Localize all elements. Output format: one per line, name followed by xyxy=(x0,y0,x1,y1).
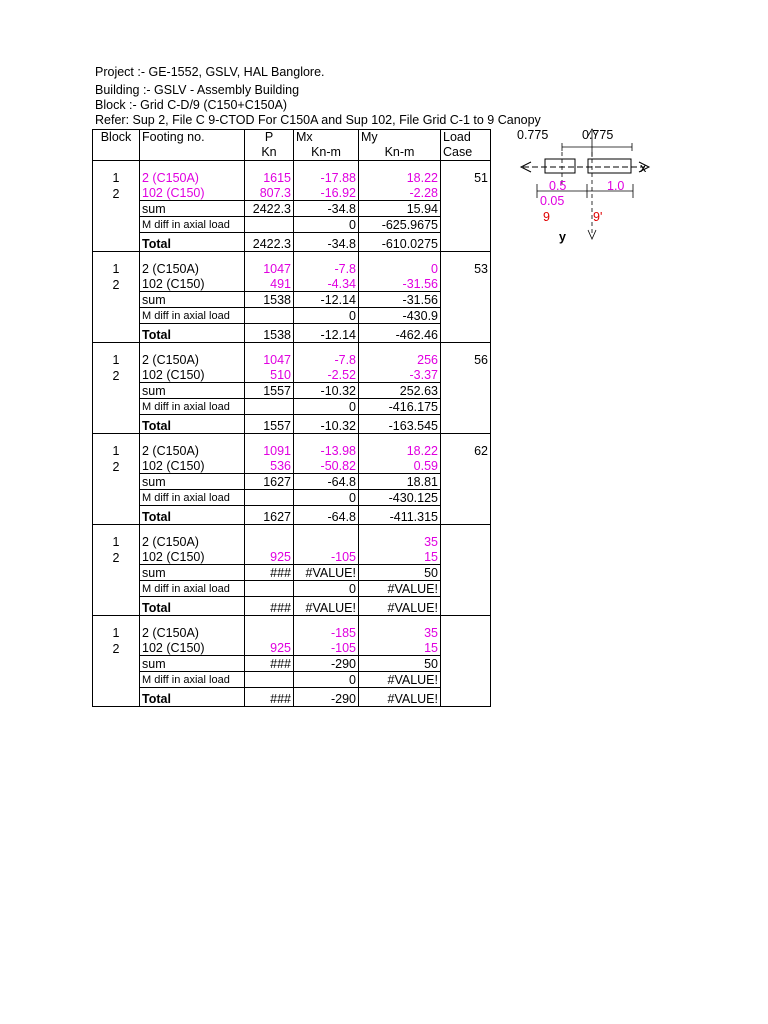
grid-left-label: 9 xyxy=(543,210,550,224)
footing-cell: 102 (C150) xyxy=(140,549,245,565)
p-cell: 1047 xyxy=(245,261,294,276)
group-spacer xyxy=(93,525,491,535)
case-cell xyxy=(441,549,491,565)
total-p: 1627 xyxy=(245,506,294,525)
p-cell: 1091 xyxy=(245,443,294,458)
case-cell xyxy=(441,201,491,217)
block-cell: 1 xyxy=(93,261,140,276)
mx-cell: -105 xyxy=(294,549,359,565)
mdiff-mx: 0 xyxy=(294,672,359,688)
mdiff-p xyxy=(245,672,294,688)
mdiff-row xyxy=(93,399,491,415)
block-cell xyxy=(93,656,140,672)
case-cell xyxy=(441,415,491,434)
project-line: Project :- GE-1552, GSLV, HAL Banglore. xyxy=(95,65,325,79)
header-row-2 xyxy=(93,145,491,161)
col-header-mx: Mx xyxy=(294,130,359,146)
mx-cell: -17.88 xyxy=(294,170,359,185)
mx-cell: -7.8 xyxy=(294,352,359,367)
case-cell xyxy=(441,383,491,399)
case-cell xyxy=(441,276,491,292)
my-cell: 15 xyxy=(359,549,441,565)
table-row xyxy=(93,640,491,656)
total-p: 1557 xyxy=(245,415,294,434)
mx-cell: -13.98 xyxy=(294,443,359,458)
grid-right-label: 9' xyxy=(593,210,603,224)
mx-cell: -16.92 xyxy=(294,185,359,201)
block-cell: 1 xyxy=(93,534,140,549)
spacer-cell xyxy=(245,525,294,535)
col-header-mx-unit: Kn-m xyxy=(294,145,359,161)
spacer-cell xyxy=(359,161,441,171)
table-row xyxy=(93,625,491,640)
case-cell xyxy=(441,656,491,672)
total-label: Total xyxy=(140,506,245,525)
case-cell xyxy=(441,534,491,549)
sum-mx: -10.32 xyxy=(294,383,359,399)
case-cell xyxy=(441,672,491,688)
total-row xyxy=(93,324,491,343)
footing-cell: 102 (C150) xyxy=(140,367,245,383)
total-my: -462.46 xyxy=(359,324,441,343)
block-cell xyxy=(93,581,140,597)
mdiff-label: M diff in axial load xyxy=(140,308,245,324)
sum-mx: -34.8 xyxy=(294,201,359,217)
total-mx: -290 xyxy=(294,688,359,707)
table-row xyxy=(93,185,491,201)
p-cell: 510 xyxy=(245,367,294,383)
spacer-cell xyxy=(441,434,491,444)
load-table xyxy=(92,129,491,707)
col-header-block-2 xyxy=(93,145,140,161)
table-row xyxy=(93,170,491,185)
p-cell xyxy=(245,534,294,549)
table-row xyxy=(93,534,491,549)
case-cell xyxy=(441,565,491,581)
dim-right-label: 0.775 xyxy=(582,128,614,142)
case-cell xyxy=(441,233,491,252)
spacer-cell xyxy=(93,434,140,444)
my-cell: -31.56 xyxy=(359,276,441,292)
mdiff-p xyxy=(245,308,294,324)
mx-cell: -2.52 xyxy=(294,367,359,383)
col-header-block: Block xyxy=(93,130,140,146)
spacer-cell xyxy=(93,343,140,353)
offset-right-label: 1.0 xyxy=(607,179,625,193)
case-cell xyxy=(441,324,491,343)
block-cell xyxy=(93,688,140,707)
my-cell: 35 xyxy=(359,625,441,640)
block-cell xyxy=(93,565,140,581)
sum-mx: #VALUE! xyxy=(294,565,359,581)
group-spacer xyxy=(93,616,491,626)
case-cell: 53 xyxy=(441,261,491,276)
group-spacer xyxy=(93,343,491,353)
mdiff-row xyxy=(93,672,491,688)
building-line: Building :- GSLV - Assembly Building xyxy=(95,83,300,97)
block-cell: 2 xyxy=(93,185,140,201)
block-cell: 2 xyxy=(93,276,140,292)
mdiff-row xyxy=(93,217,491,233)
mdiff-mx: 0 xyxy=(294,217,359,233)
my-cell: 256 xyxy=(359,352,441,367)
spacer-cell xyxy=(294,434,359,444)
table-row xyxy=(93,352,491,367)
total-label: Total xyxy=(140,597,245,616)
dim-left-label: 0.775 xyxy=(517,128,549,142)
my-cell: 35 xyxy=(359,534,441,549)
footing-cell: 102 (C150) xyxy=(140,276,245,292)
spacer-cell xyxy=(140,434,245,444)
spacer-cell xyxy=(93,525,140,535)
sum-row xyxy=(93,565,491,581)
mdiff-p xyxy=(245,217,294,233)
footing-cell: 2 (C150A) xyxy=(140,443,245,458)
col-header-case: Case xyxy=(441,145,491,161)
spacer-cell xyxy=(441,161,491,171)
my-cell: -3.37 xyxy=(359,367,441,383)
block-cell xyxy=(93,490,140,506)
group-spacer xyxy=(93,252,491,262)
sum-row xyxy=(93,656,491,672)
col-header-my: My xyxy=(359,130,441,146)
header-row-1 xyxy=(93,130,491,146)
sum-p: 1538 xyxy=(245,292,294,308)
footing-cell: 102 (C150) xyxy=(140,458,245,474)
sum-label: sum xyxy=(140,565,245,581)
small-offset-label: 0.05 xyxy=(540,194,565,208)
sum-my: 50 xyxy=(359,656,441,672)
total-label: Total xyxy=(140,324,245,343)
mdiff-row xyxy=(93,581,491,597)
total-mx: -10.32 xyxy=(294,415,359,434)
p-cell: 925 xyxy=(245,640,294,656)
spacer-cell xyxy=(245,343,294,353)
mdiff-my: -625.9675 xyxy=(359,217,441,233)
case-cell xyxy=(441,581,491,597)
mx-cell: -105 xyxy=(294,640,359,656)
total-label: Total xyxy=(140,233,245,252)
sum-mx: -290 xyxy=(294,656,359,672)
case-cell xyxy=(441,597,491,616)
block-cell xyxy=(93,474,140,490)
col-header-load: Load xyxy=(441,130,491,146)
sum-my: 252.63 xyxy=(359,383,441,399)
total-my: -163.545 xyxy=(359,415,441,434)
mdiff-row xyxy=(93,490,491,506)
total-row xyxy=(93,233,491,252)
spacer-cell xyxy=(140,525,245,535)
mx-cell xyxy=(294,534,359,549)
block-cell xyxy=(93,324,140,343)
mdiff-row xyxy=(93,308,491,324)
mdiff-label: M diff in axial load xyxy=(140,672,245,688)
footing-diagram xyxy=(515,124,665,249)
sum-p: 1627 xyxy=(245,474,294,490)
spacer-cell xyxy=(294,525,359,535)
mdiff-label: M diff in axial load xyxy=(140,490,245,506)
sum-my: -31.56 xyxy=(359,292,441,308)
block-cell xyxy=(93,217,140,233)
total-row xyxy=(93,688,491,707)
sum-label: sum xyxy=(140,201,245,217)
total-mx: #VALUE! xyxy=(294,597,359,616)
case-cell xyxy=(441,490,491,506)
total-p: ### xyxy=(245,688,294,707)
mdiff-my: -430.9 xyxy=(359,308,441,324)
spacer-cell xyxy=(245,434,294,444)
spacer-cell xyxy=(294,252,359,262)
table-row xyxy=(93,276,491,292)
case-cell xyxy=(441,367,491,383)
mdiff-my: #VALUE! xyxy=(359,672,441,688)
mdiff-my: -430.125 xyxy=(359,490,441,506)
spacer-cell xyxy=(140,343,245,353)
total-row xyxy=(93,415,491,434)
block-cell xyxy=(93,506,140,525)
spacer-cell xyxy=(359,252,441,262)
footing-cell: 2 (C150A) xyxy=(140,625,245,640)
block-line: Block :- Grid C-D/9 (C150+C150A) xyxy=(95,98,288,112)
refer-line: Refer: Sup 2, File C 9-CTOD For C150A and Sup 102, File Grid C-1 to 9 Canopy xyxy=(95,113,541,127)
sum-row xyxy=(93,383,491,399)
group-spacer xyxy=(93,434,491,444)
table-row xyxy=(93,549,491,565)
col-header-my-unit: Kn-m xyxy=(359,145,441,161)
case-cell: 62 xyxy=(441,443,491,458)
mdiff-p xyxy=(245,581,294,597)
case-cell xyxy=(441,506,491,525)
p-cell: 925 xyxy=(245,549,294,565)
footing-cell: 102 (C150) xyxy=(140,185,245,201)
sum-p: ### xyxy=(245,656,294,672)
spacer-cell xyxy=(441,252,491,262)
block-cell: 1 xyxy=(93,443,140,458)
sum-label: sum xyxy=(140,383,245,399)
col-header-p: P xyxy=(245,130,294,146)
spacer-cell xyxy=(294,616,359,626)
mdiff-my: #VALUE! xyxy=(359,581,441,597)
mdiff-p xyxy=(245,399,294,415)
mdiff-mx: 0 xyxy=(294,490,359,506)
sum-mx: -64.8 xyxy=(294,474,359,490)
table-row xyxy=(93,443,491,458)
block-cell: 1 xyxy=(93,352,140,367)
total-mx: -64.8 xyxy=(294,506,359,525)
case-cell xyxy=(441,308,491,324)
my-cell: 0 xyxy=(359,261,441,276)
offset-left-label: 0.5 xyxy=(549,179,567,193)
sum-p: ### xyxy=(245,565,294,581)
block-cell: 1 xyxy=(93,170,140,185)
case-cell xyxy=(441,292,491,308)
sum-my: 50 xyxy=(359,565,441,581)
sum-row xyxy=(93,292,491,308)
block-cell xyxy=(93,201,140,217)
sum-label: sum xyxy=(140,656,245,672)
spacer-cell xyxy=(140,616,245,626)
total-p: 2422.3 xyxy=(245,233,294,252)
mdiff-mx: 0 xyxy=(294,308,359,324)
case-cell xyxy=(441,474,491,490)
spacer-cell xyxy=(359,434,441,444)
table-row xyxy=(93,261,491,276)
mx-cell: -7.8 xyxy=(294,261,359,276)
total-row xyxy=(93,597,491,616)
spacer-cell xyxy=(441,616,491,626)
sum-label: sum xyxy=(140,292,245,308)
spacer-cell xyxy=(93,616,140,626)
mdiff-p xyxy=(245,490,294,506)
total-p: 1538 xyxy=(245,324,294,343)
block-cell xyxy=(93,415,140,434)
block-cell xyxy=(93,308,140,324)
p-cell: 807.3 xyxy=(245,185,294,201)
sum-row xyxy=(93,474,491,490)
spacer-cell xyxy=(245,252,294,262)
group-spacer xyxy=(93,161,491,171)
p-cell xyxy=(245,625,294,640)
mx-cell: -50.82 xyxy=(294,458,359,474)
spacer-cell xyxy=(140,161,245,171)
spacer-cell xyxy=(294,161,359,171)
footing-cell: 2 (C150A) xyxy=(140,170,245,185)
sum-p: 1557 xyxy=(245,383,294,399)
spacer-cell xyxy=(245,616,294,626)
p-cell: 536 xyxy=(245,458,294,474)
col-header-p-unit: Kn xyxy=(245,145,294,161)
total-mx: -12.14 xyxy=(294,324,359,343)
footing-cell: 2 (C150A) xyxy=(140,261,245,276)
spacer-cell xyxy=(359,525,441,535)
mdiff-label: M diff in axial load xyxy=(140,581,245,597)
footing-cell: 102 (C150) xyxy=(140,640,245,656)
table-row xyxy=(93,458,491,474)
sum-label: sum xyxy=(140,474,245,490)
block-cell xyxy=(93,672,140,688)
spacer-cell xyxy=(93,161,140,171)
block-cell: 1 xyxy=(93,625,140,640)
p-cell: 1047 xyxy=(245,352,294,367)
case-cell xyxy=(441,458,491,474)
case-cell xyxy=(441,185,491,201)
my-cell: 0.59 xyxy=(359,458,441,474)
case-cell xyxy=(441,399,491,415)
footing-cell: 2 (C150A) xyxy=(140,534,245,549)
spacer-cell xyxy=(359,616,441,626)
total-label: Total xyxy=(140,415,245,434)
axis-x-label: x xyxy=(640,161,647,175)
total-label: Total xyxy=(140,688,245,707)
my-cell: 15 xyxy=(359,640,441,656)
mdiff-my: -416.175 xyxy=(359,399,441,415)
spacer-cell xyxy=(359,343,441,353)
col-header-footing-2 xyxy=(140,145,245,161)
total-my: #VALUE! xyxy=(359,688,441,707)
sum-row xyxy=(93,201,491,217)
mdiff-mx: 0 xyxy=(294,581,359,597)
sum-mx: -12.14 xyxy=(294,292,359,308)
sum-p: 2422.3 xyxy=(245,201,294,217)
block-cell: 2 xyxy=(93,549,140,565)
table-row xyxy=(93,367,491,383)
mdiff-mx: 0 xyxy=(294,399,359,415)
spacer-cell xyxy=(140,252,245,262)
case-cell xyxy=(441,625,491,640)
total-my: -610.0275 xyxy=(359,233,441,252)
mdiff-label: M diff in axial load xyxy=(140,399,245,415)
spacer-cell xyxy=(441,525,491,535)
sum-my: 15.94 xyxy=(359,201,441,217)
axis-y-label: y xyxy=(559,230,566,244)
sum-my: 18.81 xyxy=(359,474,441,490)
mx-cell: -4.34 xyxy=(294,276,359,292)
case-cell: 56 xyxy=(441,352,491,367)
block-cell xyxy=(93,383,140,399)
spacer-cell xyxy=(441,343,491,353)
p-cell: 491 xyxy=(245,276,294,292)
case-cell xyxy=(441,640,491,656)
total-row xyxy=(93,506,491,525)
block-cell xyxy=(93,399,140,415)
total-p: ### xyxy=(245,597,294,616)
p-cell: 1615 xyxy=(245,170,294,185)
my-cell: -2.28 xyxy=(359,185,441,201)
block-cell xyxy=(93,292,140,308)
my-cell: 18.22 xyxy=(359,170,441,185)
block-cell xyxy=(93,233,140,252)
total-mx: -34.8 xyxy=(294,233,359,252)
total-my: #VALUE! xyxy=(359,597,441,616)
case-cell xyxy=(441,688,491,707)
block-cell xyxy=(93,597,140,616)
mx-cell: -185 xyxy=(294,625,359,640)
block-cell: 2 xyxy=(93,640,140,656)
my-cell: 18.22 xyxy=(359,443,441,458)
col-header-footing: Footing no. xyxy=(140,130,245,146)
spacer-cell xyxy=(245,161,294,171)
mdiff-label: M diff in axial load xyxy=(140,217,245,233)
spacer-cell xyxy=(294,343,359,353)
block-cell: 2 xyxy=(93,367,140,383)
case-cell: 51 xyxy=(441,170,491,185)
footing-cell: 2 (C150A) xyxy=(140,352,245,367)
case-cell xyxy=(441,217,491,233)
block-cell: 2 xyxy=(93,458,140,474)
spacer-cell xyxy=(93,252,140,262)
total-my: -411.315 xyxy=(359,506,441,525)
